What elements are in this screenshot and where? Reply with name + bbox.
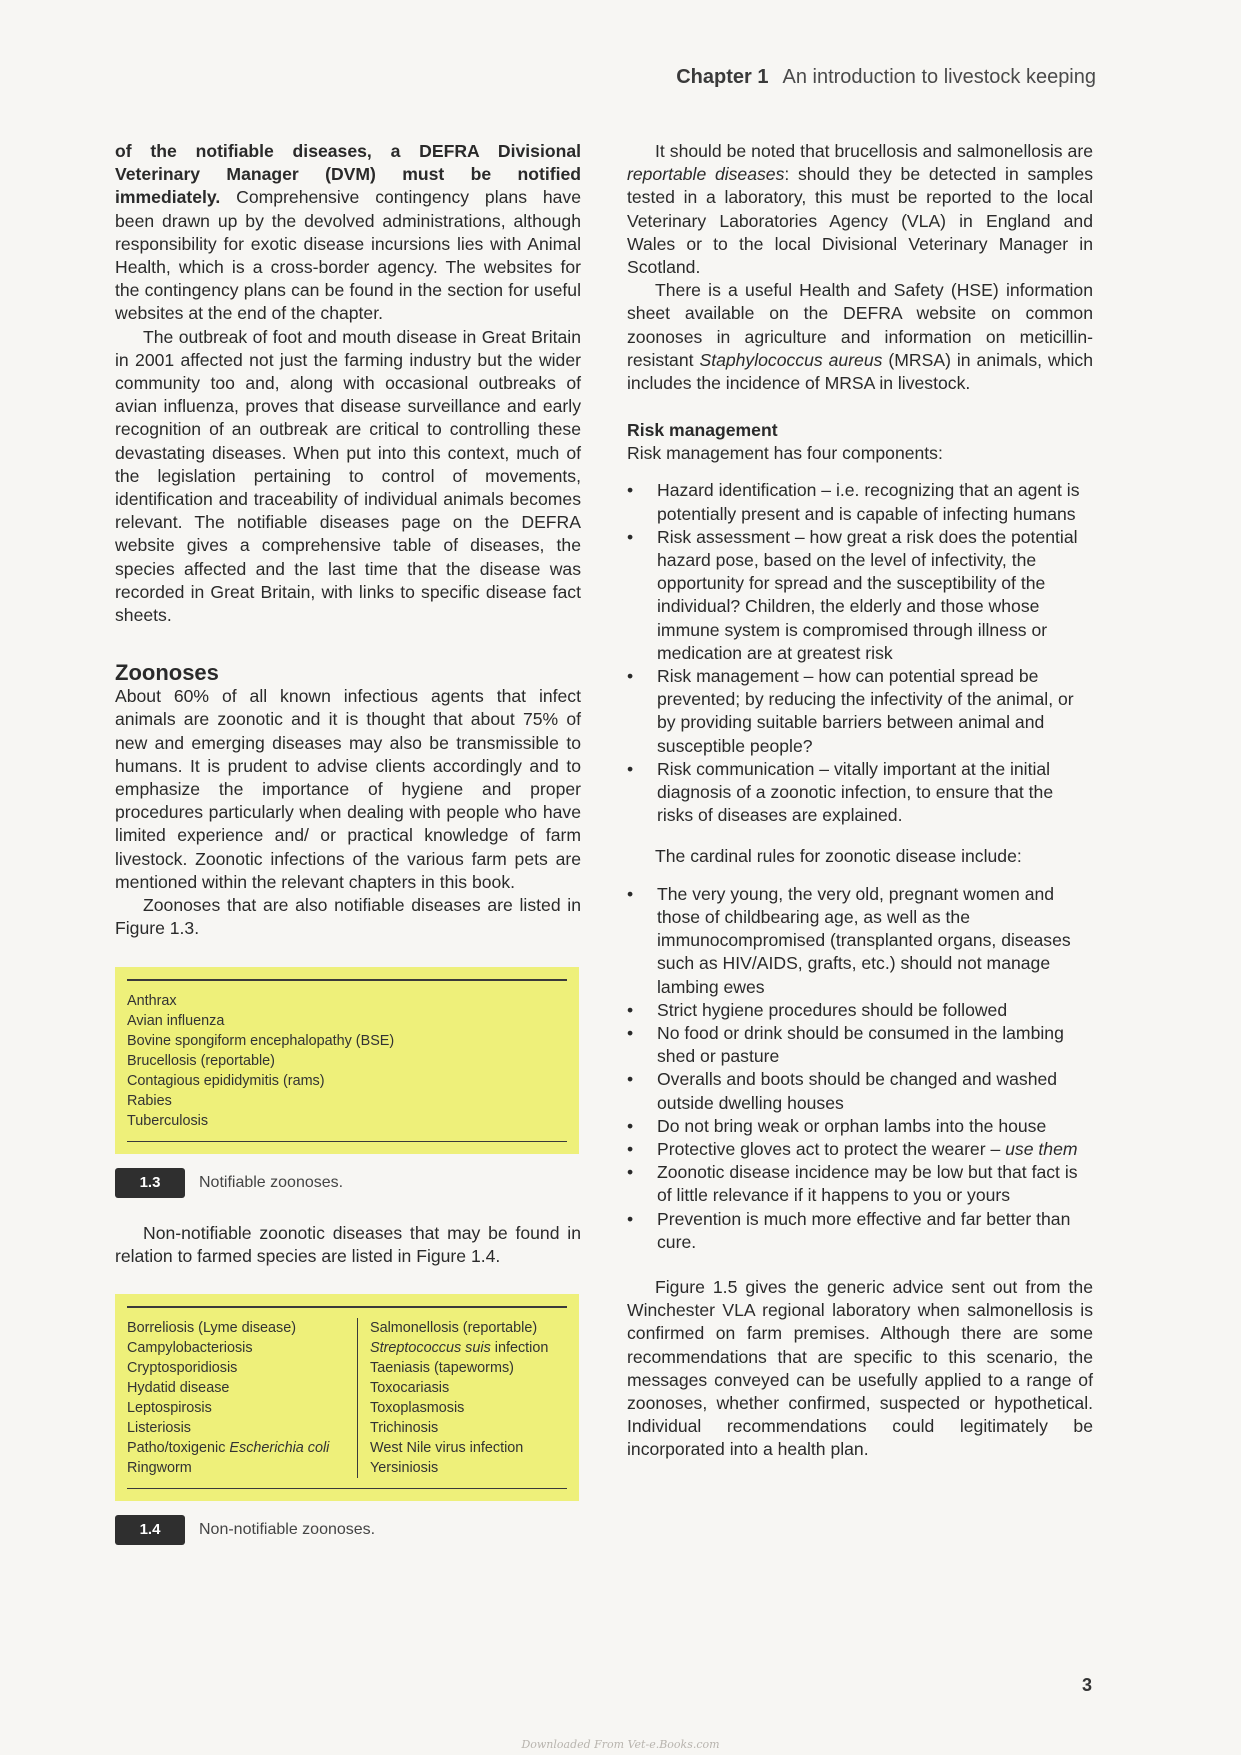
figure-number-badge: 1.4 — [115, 1515, 185, 1545]
list-item: Cryptosporidiosis — [127, 1359, 238, 1376]
list-item: Toxoplasmosis — [370, 1399, 465, 1416]
paragraph: Zoonoses that are also notifiable diseases are listed in Figure 1.3. — [115, 895, 581, 939]
non-notifiable-zoonoses-grid — [127, 1308, 567, 1488]
table-column — [358, 1318, 548, 1478]
list-item: • Risk communication – vitally important at the initial diagnosis of a zoonotic infection, to ensure that the risks of diseases are explained. — [627, 758, 1093, 828]
list-item: • Risk assessment – how great a risk does the potential hazard pose, based on the level of infectivity, the opportunity for spread and the susceptibility of the individual? Children, the elderly and those whose immune system is compromised through illness or medication are at greatest risk — [627, 526, 1093, 665]
table-column — [127, 1318, 358, 1478]
list-item: Ringworm — [127, 1459, 192, 1476]
list-item: Tuberculosis — [127, 1112, 209, 1129]
list-item: West Nile virus infection — [370, 1439, 524, 1456]
list-item: Salmonellosis (reportable) — [370, 1319, 538, 1336]
table-rule — [127, 1141, 567, 1142]
bold-notice: of the notifiable diseases, a DEFRA Divisional Veterinary Manager (DVM) must be notified immediately. — [115, 141, 581, 208]
caption-text: Non-notifiable zoonoses. — [199, 1521, 376, 1539]
list-item: • The very young, the very old, pregnant women and those of childbearing age, as well as the immunocompromised (transplanted organs, diseases such as HIV/AIDS, grafts, etc.) should not manage lambing ewes — [627, 883, 1093, 999]
list-item: Toxocariasis — [370, 1379, 450, 1396]
list-item: Brucellosis (reportable) — [127, 1052, 275, 1069]
list-item: • Overalls and boots should be changed and washed outside dwelling houses — [627, 1068, 1093, 1114]
paragraph: About 60% of all known infectious agents that infect animals are zoonotic and it is thought that about 75% of new and emerging diseases may also be transmissible to humans. It is prudent to advise clients accordingly and to emphasize the importance of hygiene and proper procedures particularly when dealing with people who have limited experience and/ or practical knowledge of farm livestock. Zoonotic infections of the various farm pets are mentioned within the relevant chapters in this book. — [115, 686, 581, 892]
paragraph: The cardinal rules for zoonotic disease include: — [655, 846, 1022, 867]
section-heading-risk-management: Risk management — [627, 420, 778, 441]
paragraph: There is a useful Health and Safety (HSE) information sheet available on the DEFRA website on common zoonoses in agriculture and information on meticillin-resistant Staphylococcus aureus (MRSA) in animals, which includes the incidence of MRSA in livestock. — [627, 280, 1093, 394]
chapter-label: Chapter 1 — [676, 66, 769, 88]
list-item: • Prevention is much more effective and far better than cure. — [627, 1208, 1093, 1254]
list-item: • Risk management – how can potential spread be prevented; by reducing the infectivity of the animal, or by providing suitable barriers between animal and susceptible people? — [627, 665, 1093, 758]
left-column — [115, 140, 581, 1545]
list-item: Rabies — [127, 1092, 172, 1109]
figure-number-badge: 1.3 — [115, 1168, 185, 1198]
list-item: • Zoonotic disease incidence may be low but that fact is of little relevance if it happens to you or yours — [627, 1161, 1093, 1207]
list-item: • No food or drink should be consumed in the lambing shed or pasture — [627, 1022, 1093, 1068]
paragraph: It should be noted that brucellosis and salmonellosis are reportable diseases: should they be detected in samples tested in a laboratory, this must be reported to the local Veterinary Laboratories Agency (VLA) in England and Wales or to the local Divisional Veterinary Manager in Scotland. — [627, 141, 1093, 278]
risk-components-list — [627, 479, 1093, 827]
list-item: Taeniasis (tapeworms) — [370, 1359, 514, 1376]
running-header — [676, 66, 1096, 89]
figure-1-3-caption — [115, 1168, 581, 1198]
list-item: Avian influenza — [127, 1012, 225, 1029]
download-watermark: Downloaded From Vet-e.Books.com — [521, 1738, 720, 1751]
list-item: • Hazard identification – i.e. recognizing that an agent is potentially present and is capable of infecting humans — [627, 479, 1093, 525]
list-item: Trichinosis — [370, 1419, 439, 1436]
list-item: Leptospirosis — [127, 1399, 212, 1416]
list-item: • Do not bring weak or orphan lambs into the house — [627, 1115, 1093, 1138]
paragraph: The outbreak of foot and mouth disease in Great Britain in 2001 affected not just the farming industry but the wider community too and, along with occasional outbreaks of avian influenza, proves that disease surveillance and early recognition of an outbreak are critical to controlling these devastating diseases. When put into this context, much of the legislation pertaining to control of movements, identification and traceability of individual animals becomes relevant. The notifiable diseases page on the DEFRA website gives a comprehensive table of diseases, the species affected and the last time that the disease was recorded in Great Britain, with links to specific disease fact sheets. — [115, 326, 581, 626]
page-number: 3 — [1082, 1675, 1093, 1695]
figure-1-3-table — [115, 967, 579, 1154]
list-item: Anthrax — [127, 992, 177, 1009]
table-rule — [127, 1488, 567, 1489]
list-item: Listeriosis — [127, 1419, 191, 1436]
list-item: Campylobacteriosis — [127, 1339, 253, 1356]
list-item: Bovine spongiform encephalopathy (BSE) — [127, 1032, 395, 1049]
list-item: Contagious epididymitis (rams) — [127, 1072, 325, 1089]
list-item: • Strict hygiene procedures should be followed — [627, 999, 1093, 1022]
list-item: Streptococcus suis infection — [370, 1339, 549, 1356]
section-heading-zoonoses: Zoonoses — [115, 660, 219, 686]
notifiable-zoonoses-list — [127, 981, 567, 1141]
list-item: Borreliosis (Lyme disease) — [127, 1319, 297, 1336]
list-item: Patho/toxigenic Escherichia coli — [127, 1439, 330, 1456]
list-item: Hydatid disease — [127, 1379, 230, 1396]
list-item: Yersiniosis — [370, 1459, 439, 1476]
caption-text: Notifiable zoonoses. — [199, 1173, 344, 1191]
right-column — [627, 140, 1093, 1462]
chapter-title: An introduction to livestock keeping — [782, 66, 1096, 88]
figure-1-4-table — [115, 1294, 579, 1501]
paragraph: of the notifiable diseases, a DEFRA Divisional Veterinary Manager (DVM) must be notified immediately. Comprehensive contingency plans have been drawn up by the devolved administrations, although responsibility for exotic disease incursions lies with Animal Health, which is a cross-border agency. The websites for the contingency plans can be found in the section for useful websites at the end of the chapter. — [115, 141, 581, 324]
list-item: • Protective gloves act to protect the wearer – use them — [627, 1138, 1093, 1161]
paragraph: Non-notifiable zoonotic diseases that may be found in relation to farmed species are listed in Figure 1.4. — [115, 1222, 581, 1266]
paragraph: Figure 1.5 gives the generic advice sent out from the Winchester VLA regional laboratory when salmonellosis is confirmed on farm premises. Although there are some recommendations that are specific to this scenario, the messages conveyed can be usefully applied to a range of zoonoses, whether confirmed, suspected or hypothetical. Individual recommendations could legitimately be incorporated into a health plan. — [627, 1276, 1093, 1460]
figure-1-4-caption — [115, 1515, 581, 1545]
paragraph: Risk management has four components: — [627, 443, 943, 464]
cardinal-rules-list — [627, 883, 1093, 1254]
